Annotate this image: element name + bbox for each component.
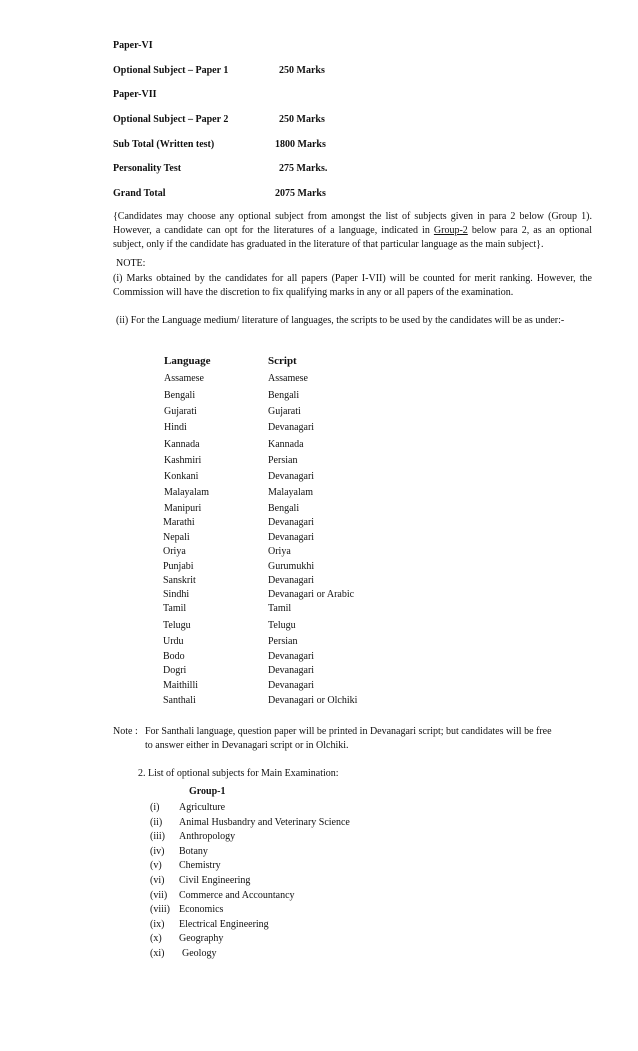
script-cell: Bengali <box>268 503 300 514</box>
script-cell: Devanagari <box>268 651 315 662</box>
table-header-script: Script <box>268 355 297 367</box>
note-point-2: (ii) For the Language medium/ literature of languages, the scripts to be used by the candidates will be as under:- <box>116 315 565 326</box>
subject-name: Geography <box>179 933 224 944</box>
subject-name: Anthropology <box>179 831 236 842</box>
script-cell: Telugu <box>268 620 296 631</box>
subject-number: (ii) <box>150 817 163 828</box>
subject-name: Botany <box>179 846 208 857</box>
language-cell: Sindhi <box>163 589 190 600</box>
language-cell: Konkani <box>164 471 199 482</box>
script-cell: Gujarati <box>268 406 301 417</box>
table-header-language: Language <box>164 355 211 367</box>
subject-name: Economics <box>179 904 224 915</box>
subject-number: (vii) <box>150 890 168 901</box>
script-cell: Devanagari <box>268 517 315 528</box>
group-1-title: Group-1 <box>189 786 226 797</box>
script-cell: Persian <box>268 636 298 647</box>
script-cell: Gurumukhi <box>268 561 315 572</box>
personality-label: Personality Test <box>113 163 182 174</box>
candidates-note <box>113 210 592 252</box>
script-cell: Devanagari <box>268 665 315 676</box>
script-cell: Devanagari <box>268 532 315 543</box>
subject-number: (xi) <box>150 948 165 959</box>
language-cell: Nepali <box>163 532 190 543</box>
script-cell: Assamese <box>268 373 308 384</box>
subject-name: Animal Husbandry and Veterinary Science <box>179 817 350 828</box>
script-cell: Persian <box>268 455 298 466</box>
language-cell: Oriya <box>163 546 186 557</box>
language-cell: Santhali <box>163 695 196 706</box>
script-cell: Tamil <box>268 603 292 614</box>
script-cell: Devanagari <box>268 680 315 691</box>
language-cell: Maithilli <box>163 680 198 691</box>
language-cell: Telugu <box>163 620 191 631</box>
grand-total-label: Grand Total <box>113 188 166 199</box>
script-cell: Bengali <box>268 390 300 401</box>
santhali-note-line2: to answer either in Devanagari script or in Olchiki. <box>145 740 349 751</box>
note-point-1: (i) Marks obtained by the candidates for all papers (Paper I-VII) will be counted for merit ranking. However, the Commission will have the discretion to fix qualifying marks in any or all papers of the examination. <box>113 273 592 298</box>
language-cell: Sanskrit <box>163 575 196 586</box>
language-cell: Manipuri <box>164 503 202 514</box>
script-cell: Devanagari or Arabic <box>268 589 355 600</box>
script-cell: Devanagari or Olchiki <box>268 695 358 706</box>
subject-name: Geology <box>182 948 217 959</box>
language-cell: Marathi <box>163 517 195 528</box>
language-cell: Dogri <box>163 665 187 676</box>
subject-number: (x) <box>150 933 162 944</box>
subject-number: (v) <box>150 860 162 871</box>
language-cell: Gujarati <box>164 406 197 417</box>
subtotal-value: 1800 Marks <box>275 139 326 150</box>
language-cell: Kannada <box>164 439 200 450</box>
optional2-value: 250 Marks <box>279 114 325 125</box>
note-heading: NOTE: <box>116 258 146 269</box>
script-cell: Oriya <box>268 546 291 557</box>
subject-number: (ix) <box>150 919 165 930</box>
subject-number: (vi) <box>150 875 165 886</box>
optional1-label: Optional Subject – Paper 1 <box>113 65 229 76</box>
language-cell: Kashmiri <box>164 455 202 466</box>
subject-name: Agriculture <box>179 802 226 813</box>
personality-value: 275 Marks. <box>279 163 328 174</box>
group2-link[interactable]: Group-2 <box>433 225 468 236</box>
optional-list-heading: 2. List of optional subjects for Main Examination: <box>138 768 339 779</box>
subtotal-label: Sub Total (Written test) <box>113 139 215 150</box>
language-cell: Assamese <box>164 373 204 384</box>
script-cell: Malayalam <box>268 487 313 498</box>
language-cell: Malayalam <box>164 487 209 498</box>
candidates-note-part1: {Candidates may choose any optional subject from amongst the list of subjects given in para 2 below (Group 1). However, a candidate can opt for the literatures of a language, indicated in <box>113 211 592 236</box>
santhali-note-label: Note : <box>113 726 138 737</box>
paper6-heading: Paper-VI <box>113 40 153 51</box>
script-cell: Devanagari <box>268 471 315 482</box>
language-cell: Bodo <box>163 651 185 662</box>
subject-number: (i) <box>150 802 160 813</box>
grand-total-value: 2075 Marks <box>275 188 326 199</box>
candidates-note-part2: below para 2, as an optional subject, only if the candidate has graduated in the literature of that particular language as the main subject}. <box>113 225 592 250</box>
subject-name: Chemistry <box>179 860 221 871</box>
subject-number: (iii) <box>150 831 165 842</box>
script-cell: Devanagari <box>268 422 315 433</box>
optional2-label: Optional Subject – Paper 2 <box>113 114 229 125</box>
paper7-heading: Paper-VII <box>113 89 157 100</box>
subject-name: Commerce and Accountancy <box>179 890 295 901</box>
language-cell: Bengali <box>164 390 196 401</box>
subject-name: Civil Engineering <box>179 875 251 886</box>
language-cell: Tamil <box>163 603 187 614</box>
script-cell: Kannada <box>268 439 304 450</box>
subject-name: Electrical Engineering <box>179 919 269 930</box>
subject-number: (viii) <box>150 904 170 915</box>
language-cell: Hindi <box>164 422 187 433</box>
script-cell: Devanagari <box>268 575 315 586</box>
language-cell: Punjabi <box>163 561 194 572</box>
subject-number: (iv) <box>150 846 165 857</box>
language-cell: Urdu <box>163 636 184 647</box>
optional1-value: 250 Marks <box>279 65 325 76</box>
santhali-note-line1: For Santhali language, question paper will be printed in Devanagari script; but candidates will be free <box>145 726 552 737</box>
